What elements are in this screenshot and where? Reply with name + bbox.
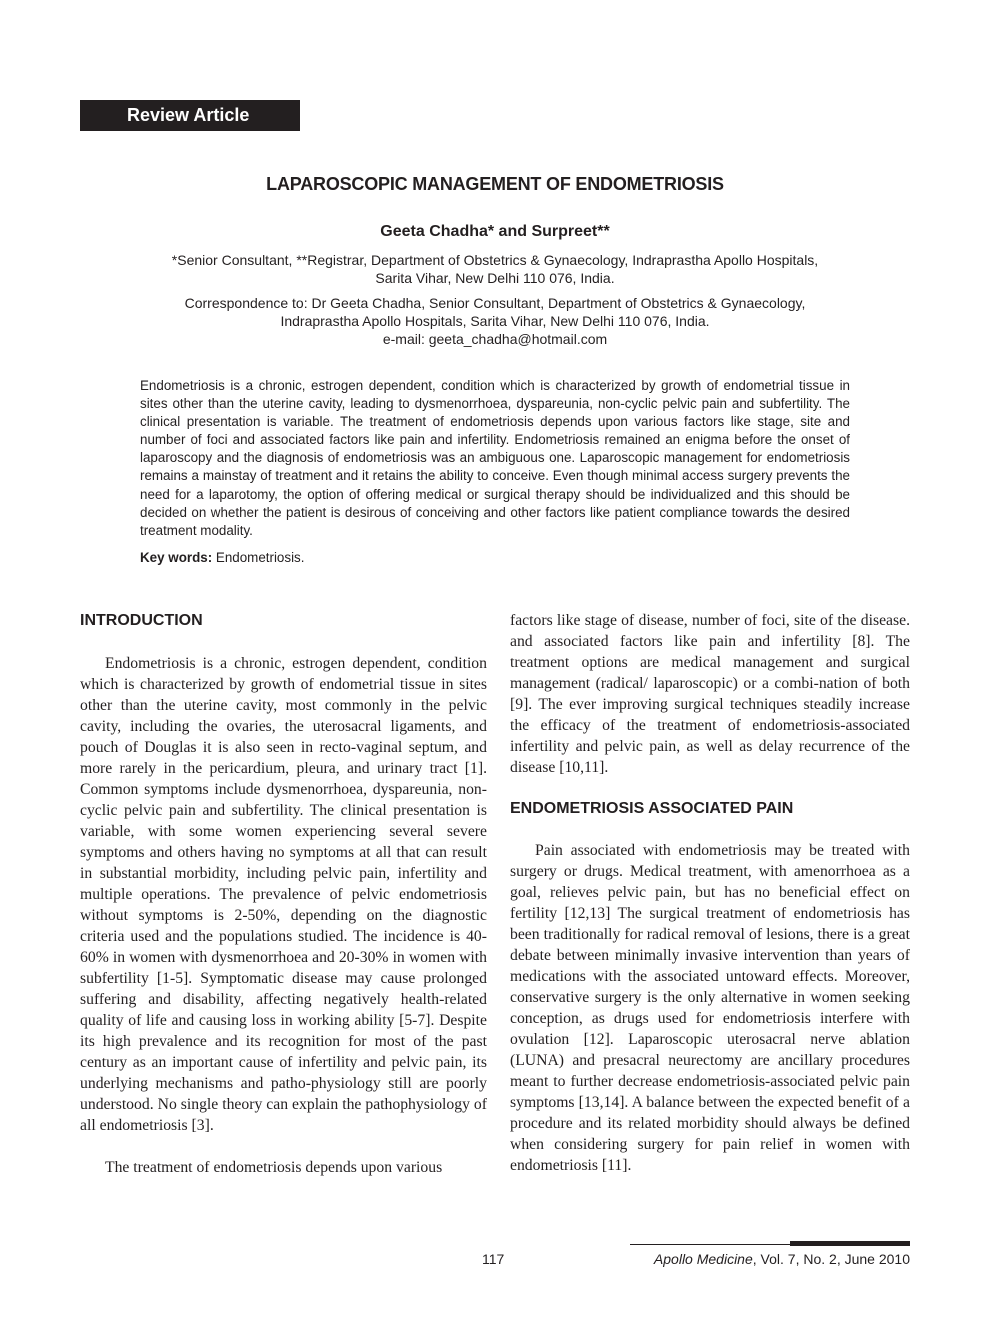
article-type-badge: Review Article (80, 100, 300, 131)
keywords (140, 550, 850, 565)
pain-heading: ENDOMETRIOSIS ASSOCIATED PAIN (510, 800, 794, 817)
author-affiliation (120, 251, 870, 287)
article-title: LAPAROSCOPIC MANAGEMENT OF ENDOMETRIOSIS (266, 174, 724, 194)
abstract-text: Endometriosis is a chronic, estrogen dependent, condition which is characterized by growth of endometrial tissue in sites other than the uterine cavity, leading to dysmenorrhoea, dyspareunia, non-cyclic pelvic pain and subfertility. The clinical presentation is variable. The treatment of endometriosis depends upon various factors like stage, site and number of foci and associated factors like pain and infertility. Endometriosis remained an enigma before the onset of laparoscopy and the diagnosis of endometriosis was an ambiguous one. Laparoscopic management for endometriosis remains a mainstay of treatment and it retains the ability to conceive. Even though minimal access surgery prevents the need for a laparotomy, the option of offering medical or surgical therapy should be individualized and this should be decided on whether the patient is desirous of conceiving and other factors like patient compliance towards the desired treatment modality. (140, 378, 850, 538)
pain-paragraph: Pain associated with endometriosis may be treated with surgery or drugs. Medical treatment, with amenorrhoea as a goal, relieves pelvic pain, but has no beneficial effect on fertility [12,13] The surgical treatment of endometriosis has been traditionally for radical removal of lesions, there is a great debate between minimally invasive intervention than years of medications with the associated untoward effects. Moreover, conservative surgery is the only alternative in women seeking conception, as drugs used for endometriosis interfere with ovulation [12]. Laparoscopic uterosacral nerve ablation (LUNA) and presacral neurectomy are ancillary procedures meant to further decrease endometriosis-associated pelvic pain symptoms [13,14]. A balance between the expected benefit of a procedure and its related morbidity should always be defined when considering surgery for pain relief in women with endometriosis [11]. (510, 842, 910, 1174)
correspondence-email: e-mail: geeta_chadha@hotmail.com (382, 331, 608, 347)
right-column (510, 610, 910, 1176)
journal-issue: , Vol. 7, No. 2, June 2010 (752, 1251, 910, 1267)
correspondence-line: Indraprastha Apollo Hospitals, Sarita Vihar, New Delhi 110 076, India. (280, 313, 710, 329)
introduction-paragraph: Endometriosis is a chronic, estrogen dependent, condition which is characterized by growth of endometrial tissue in sites other than the uterine cavity, most commonly in the pelvic cavity, including the ovaries, the uterosacral ligaments, and pouch of Douglas it is also seen in recto-vaginal septum, and more rarely in the pericardium, pleura, and urinary tract [1]. Common symptoms include dysmenorrhoea, dyspareunia, non-cyclic pelvic pain and subfertility. The clinical presentation is variable, with some women experiencing several severe symptoms and others having no symptoms at all that can result in substantial morbidity, including pelvic pain, infertility and multiple operations. The prevalence of pelvic endometriosis without symptoms is 2-50%, depending on the diagnostic criteria used and the populations studied. The incidence is 40-60% in women with dysmenorrhoea and 20-30% in women with subfertility [1-5]. Symptomatic disease may cause prolonged suffering and disability, affecting negatively health-related quality of life and causing loss in working ability [5-7]. Despite its high prevalence and its recognition for most of the past century as an important cause of infertility and pelvic pain, its underlying mechanisms and patho-physiology still are poorly understood. No single theory can explain the pathophysiology of all endometriosis [3]. (80, 655, 487, 1134)
treatment-paragraph-start: The treatment of endometriosis depends upon various (105, 1159, 443, 1176)
article-authors: Geeta Chadha* and Surpreet** (380, 223, 610, 240)
introduction-heading: INTRODUCTION (80, 612, 203, 629)
correspondence-block (120, 294, 870, 348)
affiliation-line: *Senior Consultant, **Registrar, Department of Obstetrics & Gynaecology, Indraprastha Apollo Hospitals, (171, 252, 819, 268)
correspondence-line: Correspondence to: Dr Geeta Chadha, Senior Consultant, Department of Obstetrics & Gynaecology, (184, 295, 806, 311)
keywords-value: Endometriosis. (212, 550, 305, 565)
keywords-label: Key words: (140, 550, 213, 565)
journal-name: Apollo Medicine (653, 1251, 753, 1267)
journal-citation (654, 1251, 910, 1267)
affiliation-line: Sarita Vihar, New Delhi 110 076, India. (375, 270, 615, 286)
footer-rule-accent (790, 1241, 910, 1246)
page-number: 117 (482, 1251, 505, 1267)
left-column (80, 610, 487, 1178)
treatment-paragraph-continued: factors like stage of disease, number of foci, site of the disease. and associated factors like pain and infertility [8]. The treatment options are medical management and surgical management (radical/ laparoscopic) or a combi-nation of both [9]. The ever improving surgical techniques steadily increase the efficacy of the treatment of endometriosis-associated infertility and pelvic pain, as well as delay recurrence of the disease [10,11]. (510, 612, 910, 776)
